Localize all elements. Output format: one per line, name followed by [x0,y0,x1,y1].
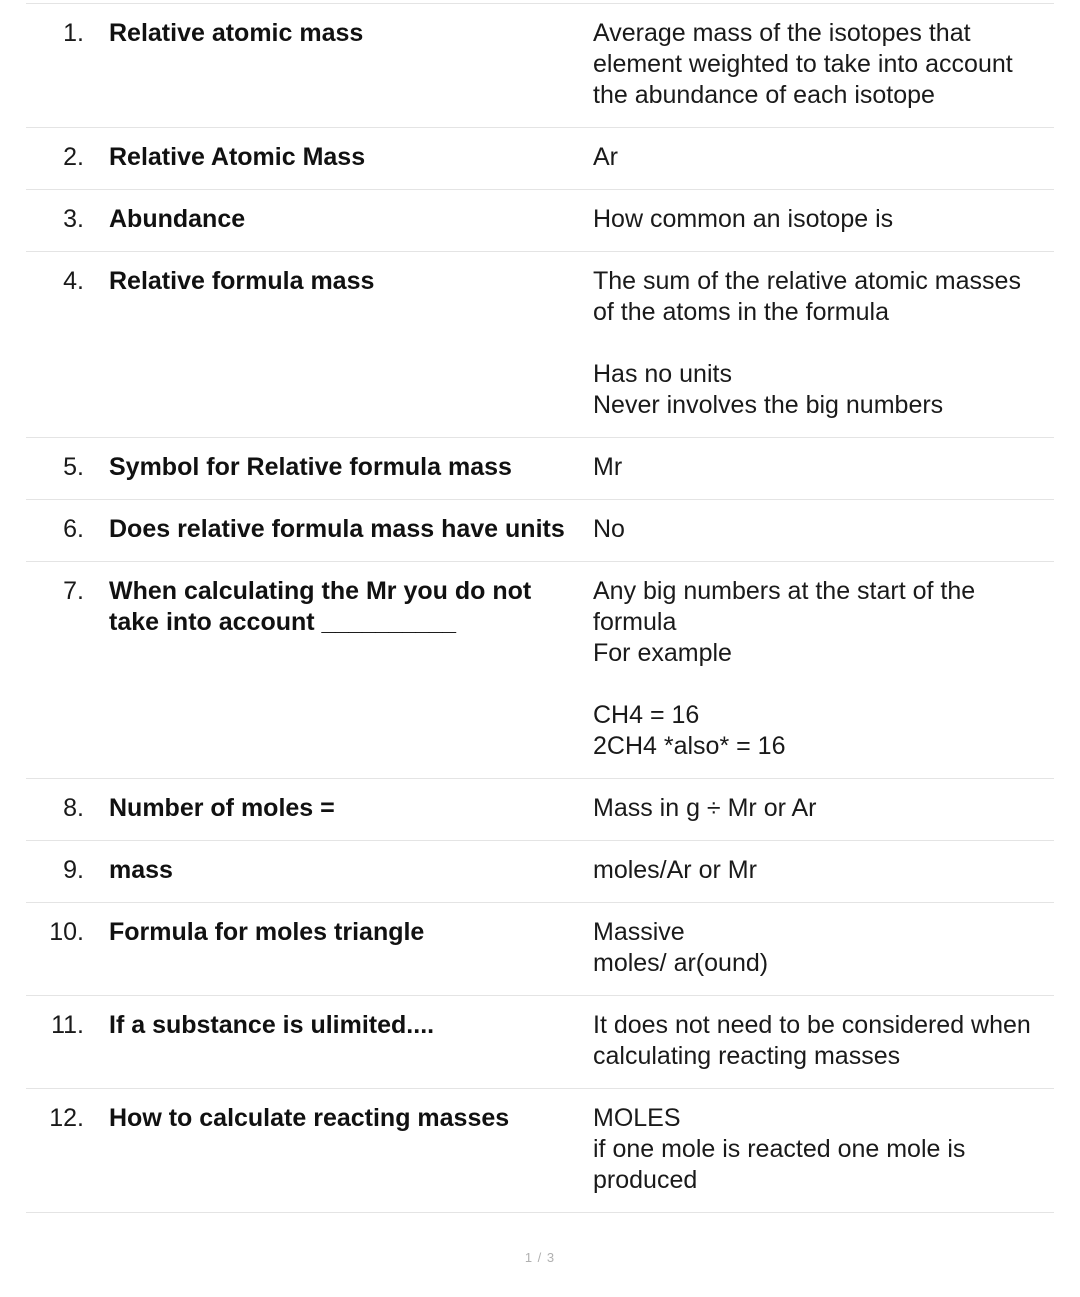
definition-cell [593,252,1054,438]
row-number: 12. [49,1104,84,1132]
terms-definitions-table [26,4,1054,1213]
term-text: If a substance is ulimited.... [109,1011,435,1039]
term-text: mass [109,856,173,884]
definition-cell [593,190,1054,252]
page-indicator: 1 / 3 [524,1250,556,1265]
term-text: Abundance [109,205,246,233]
term-text: Symbol for Relative formula mass [109,453,512,481]
definition-line: For example [593,639,732,667]
row-number: 5. [63,453,84,481]
term-cell [84,1089,593,1213]
definition-line: CH4 = 16 [593,701,700,729]
table-body [26,4,1054,1213]
term-text: Relative formula mass [109,267,375,295]
row-number: 1. [63,19,84,47]
term-text: When calculating the Mr you do not take into account [109,577,532,636]
term-cell [84,779,593,841]
term-text: Relative atomic mass [109,19,364,47]
definition-line: How common an isotope is [593,205,894,233]
definition-line: No [593,515,625,543]
row-number: 2. [63,143,84,171]
term-text: Number of moles = [109,794,335,822]
term-fill-in-blank: __________ [321,608,456,636]
table-row [26,190,1054,252]
definition-line: Average mass of the isotopes that element weighted to take into account the abundance of each isotope [593,19,1013,109]
row-number: 6. [63,515,84,543]
definition-line: The sum of the relative atomic masses of the atoms in the formula [593,267,1021,326]
definition-line: if one mole is reacted one mole is produced [593,1135,966,1194]
term-cell [84,252,593,438]
page-footer [26,1213,1054,1267]
table-row [26,438,1054,500]
table-row [26,841,1054,903]
row-number: 9. [63,856,84,884]
definition-cell [593,779,1054,841]
term-text: How to calculate reacting masses [109,1104,510,1132]
definition-line: MOLES [593,1104,681,1132]
definition-line: Mr [593,453,623,481]
term-cell [84,190,593,252]
term-cell [84,562,593,779]
definition-line: 2CH4 *also* = 16 [593,732,786,760]
definition-cell [593,500,1054,562]
definition-line: Never involves the big numbers [593,391,944,419]
definition-cell [593,996,1054,1089]
term-cell [84,438,593,500]
definition-line: It does not need to be considered when calculating reacting masses [593,1011,1031,1070]
row-number: 8. [63,794,84,822]
row-number: 11. [51,1011,84,1039]
definition-cell [593,562,1054,779]
definition-line: Massive [593,918,685,946]
table-row [26,779,1054,841]
table-row [26,562,1054,779]
definition-line: Any big numbers at the start of the formula [593,577,976,636]
term-cell [84,903,593,996]
table-row [26,4,1054,128]
table-row [26,500,1054,562]
document-page [0,3,1080,1297]
row-number: 3. [63,205,84,233]
term-cell [84,996,593,1089]
row-number: 4. [63,267,84,295]
definition-line: Ar [593,143,618,171]
table-row [26,128,1054,190]
term-text: Formula for moles triangle [109,918,425,946]
table-row [26,1089,1054,1213]
definition-cell [593,841,1054,903]
row-number: 7. [63,577,84,605]
term-cell [84,500,593,562]
row-number: 10. [49,918,84,946]
definition-line: moles/ ar(ound) [593,949,769,977]
table-row [26,903,1054,996]
definition-line: Has no units [593,360,732,388]
definition-cell [593,4,1054,128]
definition-cell [593,438,1054,500]
table-row [26,996,1054,1089]
definition-line: Mass in g ÷ Mr or Ar [593,794,817,822]
table-row [26,252,1054,438]
term-text: Relative Atomic Mass [109,143,366,171]
definition-cell [593,1089,1054,1213]
term-cell [84,128,593,190]
definition-cell [593,903,1054,996]
definition-cell [593,128,1054,190]
term-text: Does relative formula mass have units [109,515,565,543]
term-cell [84,841,593,903]
definition-line: moles/Ar or Mr [593,856,757,884]
term-cell [84,4,593,128]
